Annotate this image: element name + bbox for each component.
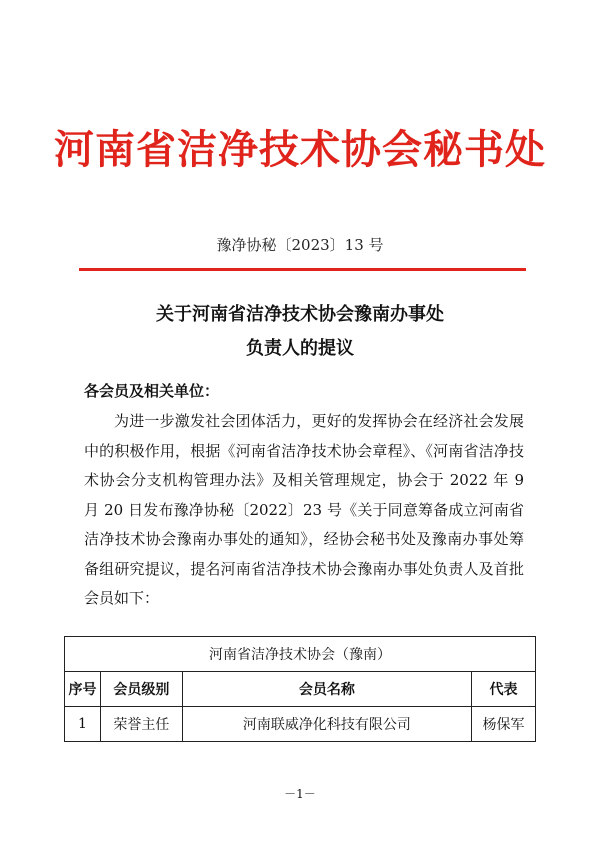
member-table — [64, 636, 536, 742]
column-header-representative: 代表 — [472, 672, 536, 707]
column-header-level: 会员级别 — [100, 672, 182, 707]
header-divider — [79, 268, 526, 271]
document-number: 豫净协秘〔2023〕13 号 — [216, 236, 384, 254]
cell-representative: 杨保军 — [472, 707, 536, 742]
column-header-index: 序号 — [65, 672, 101, 707]
body-paragraph: 为进一步激发社会团体活力，更好的发挥协会在经济社会发展中的积极作用，根据《河南省洁净技术协会章程》、《河南省洁净技术协会分支机构管理办法》及相关管理规定，协会于 2022 年 9 月 20 日发布豫净协秘〔2022〕23 号《关于同意筹备成立河南省洁净技术协会豫南办事处的通知》，经协会秘书处及豫南办事处筹备组研究提议，提名河南省洁净技术协会豫南办事处负责人及首批会员如下： — [84, 412, 524, 607]
column-header-member-name: 会员名称 — [182, 672, 471, 707]
document-title-line-2: 负责人的提议 — [246, 338, 354, 359]
cell-member-name: 河南联威净化科技有限公司 — [182, 707, 471, 742]
page-number: －1－ — [284, 787, 316, 801]
cell-index: 1 — [65, 707, 101, 742]
table-header-row — [65, 672, 536, 707]
table-row — [65, 707, 536, 742]
table-caption: 河南省洁净技术协会（豫南） — [65, 637, 536, 672]
organization-title: 河南省洁净技术协会秘书处 — [54, 127, 546, 173]
document-title — [0, 298, 600, 366]
cell-level: 荣誉主任 — [100, 707, 182, 742]
document-title-line-1: 关于河南省洁净技术协会豫南办事处 — [156, 304, 444, 325]
table-caption-row — [65, 637, 536, 672]
salutation: 各会员及相关单位： — [84, 382, 220, 400]
